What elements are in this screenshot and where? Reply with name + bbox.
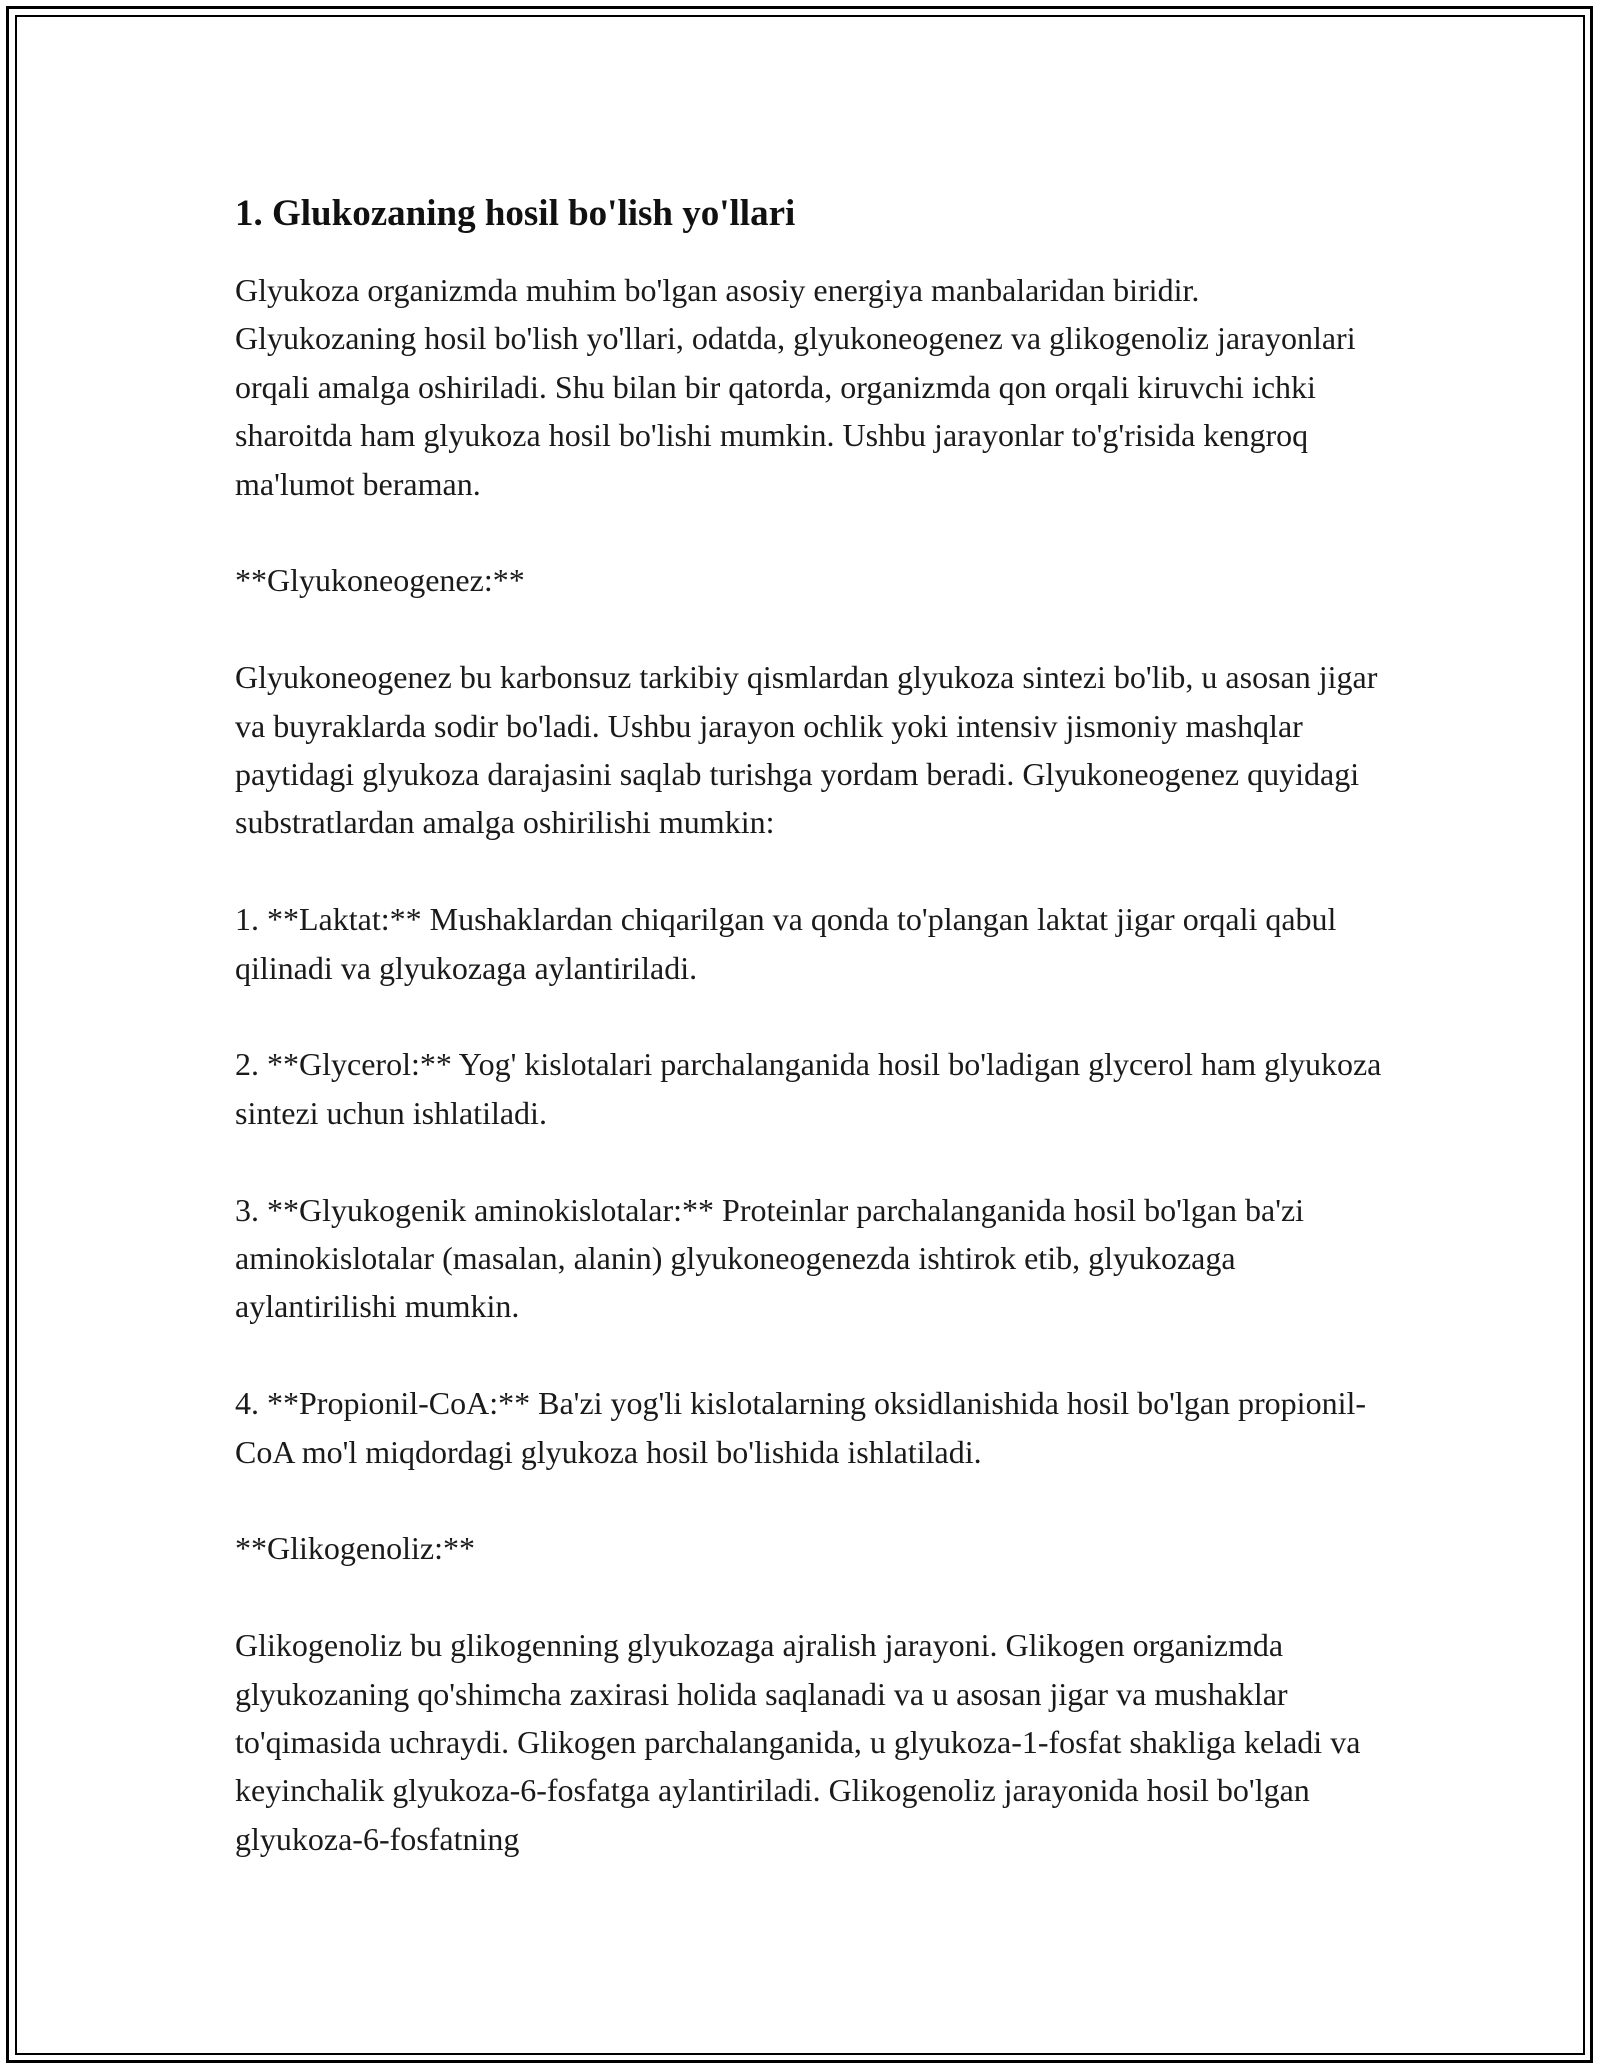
list-item-propionil-coa: 4. **Propionil-CoA:** Ba'zi yog'li kislotalarning oksidlanishida hosil bo'lgan propionil-CoA mo'l miqdordagi glyukoza hosil bo'lishida ishlatiladi.: [235, 1385, 1366, 1470]
document-title: 1. Glukozaning hosil bo'lish yo'llari: [235, 193, 796, 234]
section-heading-glyukoneogenez: **Glyukoneogenez:**: [235, 562, 525, 599]
intro-paragraph: Glyukoza organizmda muhim bo'lgan asosiy energiya manbalaridan biridir. Glyukozaning hosil bo'lish yo'llari, odatda, glyukoneogenez va glikogenoliz jarayonlari orqali amalga oshiriladi. Shu bilan bir qatorda, organizmda qon orqali kiruvchi ichki sharoitda ham glyukoza hosil bo'lishi mumkin. Ushbu jarayonlar to'g'risida kengroq ma'lumot beraman.: [235, 272, 1356, 502]
list-item-aminokislotalar: 3. **Glyukogenik aminokislotalar:** Proteinlar parchalanganida hosil bo'lgan ba'zi aminokislotalar (masalan, alanin) glyukoneogenezda ishtirok etib, glyukozaga aylantirilishi mumkin.: [235, 1191, 1305, 1325]
list-item-glycerol: 2. **Glycerol:** Yog' kislotalari parchalanganida hosil bo'ladigan glycerol ham glyukoza sintezi uchun ishlatiladi.: [235, 1046, 1382, 1131]
document-body: [235, 188, 1385, 1863]
glikogenoliz-paragraph: Glikogenoliz bu glikogenning glyukozaga ajralish jarayoni. Glikogen organizmda glyukozaning qo'shimcha zaxirasi holida saqlanadi va u asosan jigar va mushaklar to'qimasida uchraydi. Glikogen parchalanganida, u glyukoza-1-fosfat shakliga keladi va keyinchalik glyukoza-6-fosfatga aylantiriladi. Glikogenoliz jarayonida hosil bo'lgan glyukoza-6-fosfatning: [235, 1627, 1361, 1857]
list-item-laktat: 1. **Laktat:** Mushaklardan chiqarilgan va qonda to'plangan laktat jigar orqali qabul qilinadi va glyukozaga aylantiriladi.: [235, 901, 1337, 986]
section-heading-glikogenoliz: **Glikogenoliz:**: [235, 1530, 475, 1567]
glyukoneogenez-paragraph: Glyukoneogenez bu karbonsuz tarkibiy qismlardan glyukoza sintezi bo'lib, u asosan jigar va buyraklarda sodir bo'ladi. Ushbu jarayon ochlik yoki intensiv jismoniy mashqlar paytidagi glyukoza darajasini saqlab turishga yordam beradi. Glyukoneogenez quyidagi substratlardan amalga oshirilishi mumkin:: [235, 659, 1378, 841]
